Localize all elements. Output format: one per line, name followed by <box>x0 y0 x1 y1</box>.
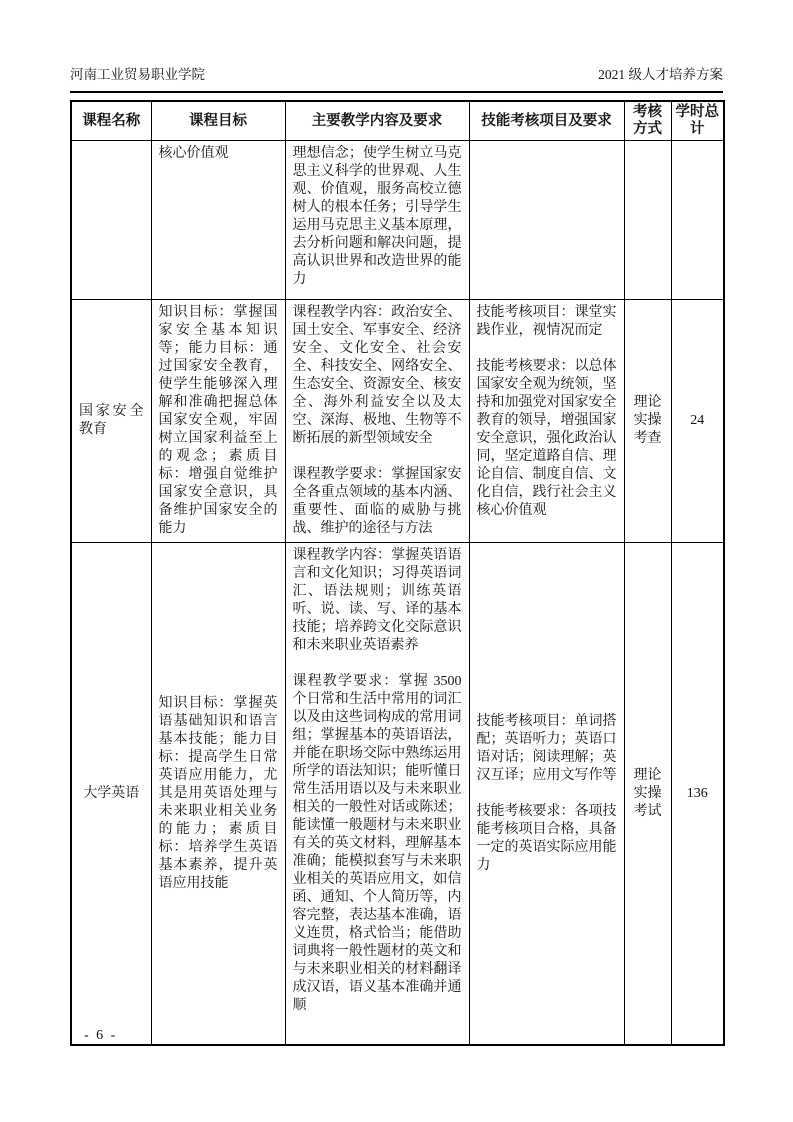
table-row-national-security <box>71 300 724 543</box>
cell-assessment-method <box>624 141 671 300</box>
cell-skill-assessment <box>469 543 624 1046</box>
cell-paragraph: 技能考核项目：单词搭配；英语听力；英语口语对话；阅读理解；英汉互译；应用文写作等 <box>476 713 617 783</box>
cell-teaching-content <box>285 543 469 1046</box>
cell-paragraph: 技能考核要求：以总体国家安全观为统领，坚持和加强党对国家安全教育的领导，增强国家安全意识，强化政治认同，坚定道路自信、理论自信、制度自信、文化自信，践行社会主义核心价值观 <box>476 359 617 518</box>
page-number: - 6 - <box>84 1028 118 1043</box>
table-row-core-values <box>71 141 724 300</box>
table-row-college-english <box>71 543 724 1046</box>
cell-teaching-content <box>285 300 469 543</box>
cell-total-hours: 24 <box>671 300 724 543</box>
cell-course-name <box>71 141 151 300</box>
cell-assessment-method: 理论实操考查 <box>624 300 671 543</box>
page-header <box>70 66 723 93</box>
col-header-course-name: 课程名称 <box>71 101 151 141</box>
header-school-name: 河南工业贸易职业学院 <box>70 67 205 82</box>
cell-skill-assessment <box>469 141 624 300</box>
cell-paragraph: 知识目标：掌握国家安全基本知识等；能力目标：通过国家安全教育，使学生能够深入理解和准确把握总体国家安全观，牢固树立国家利益至上的观念；素质目标：增强自觉维护国家安全意识，具备维护国家安全的能力 <box>158 305 278 536</box>
cell-paragraph: 知识目标：掌握英语基础知识和语言基本技能；能力目标：提高学生日常英语应用能力，尤其是用英语处理与未来职业相关业务的能力；素质目标：培养学生英语基本素养，提升英语应用技能 <box>158 695 278 891</box>
cell-paragraph: 理想信念；使学生树立马克思主义科学的世界观、人生观、价值观，服务高校立德树人的根本任务；引导学生运用马克思主义基本原理，去分析问题和解决问题，提高认识世界和改造世界的能力 <box>292 146 462 287</box>
cell-paragraph: 技能考核要求：各项技能考核项目合格，具备一定的英语实际应用能力 <box>476 803 617 873</box>
col-header-total-hours: 学时总计 <box>671 101 724 141</box>
cell-paragraph: 课程教学内容：掌握英语语言和文化知识；习得英语词汇、语法规则；训练英语听、说、读、写、译的基本技能；培养跨文化交际意识和未来职业英语素养 <box>292 548 462 653</box>
cell-paragraph: 课程教学内容：政治安全、国土安全、军事安全、经济安全、文化安全、社会安全、科技安全、网络安全、生态安全、资源安全、核安全、海外利益安全以及太空、深海、极地、生物等不断拓展的新型领域安全 <box>292 305 462 446</box>
col-header-skill-assessment: 技能考核项目及要求 <box>469 101 624 141</box>
cell-paragraph: 课程教学要求：掌握 3500 个日常和生活中常用的词汇以及由这些词构成的常用词组；掌握基本的英语语法，并能在职场交际中熟练运用所学的语法知识；能听懂日常生活用语以及与未来职业相关的一般性对话或陈述；能读懂一般题材与未来职业有关的英文材料，理解基本准确；能模拟套写与未来职业相关的英语应用文，如信函、通知、个人简历等，内容完整，表达基本准确，语义连贯，格式恰当；能借助词典将一般性题材的英文和与未来职业相关的材料翻译成汉语，语义基本准确并通顺 <box>292 674 462 1013</box>
cell-objectives <box>151 300 285 543</box>
col-header-teaching-content: 主要教学内容及要求 <box>285 101 469 141</box>
page-content <box>70 66 723 1046</box>
cell-assessment-method: 理论实操考试 <box>624 543 671 1046</box>
cell-teaching-content <box>285 141 469 300</box>
header-plan-title: 2021 级人才培养方案 <box>598 67 723 82</box>
cell-objectives <box>151 543 285 1046</box>
cell-total-hours: 136 <box>671 543 724 1046</box>
cell-paragraph: 技能考核项目：课堂实践作业，视情况而定 <box>476 305 617 338</box>
cell-paragraph: 课程教学要求：掌握国家安全各重点领域的基本内涵、重要性、面临的威胁与挑战、维护的途径与方法 <box>292 467 462 536</box>
col-header-objectives: 课程目标 <box>151 101 285 141</box>
cell-skill-assessment <box>469 300 624 543</box>
cell-total-hours <box>671 141 724 300</box>
curriculum-table <box>70 100 725 1046</box>
table-header-row <box>71 101 724 141</box>
col-header-assessment-method: 考核方式 <box>624 101 671 141</box>
cell-course-name: 大学英语 <box>71 543 151 1046</box>
cell-paragraph: 核心价值观 <box>158 146 229 161</box>
cell-course-name: 国家安全教育 <box>71 300 151 543</box>
cell-objectives <box>151 141 285 300</box>
